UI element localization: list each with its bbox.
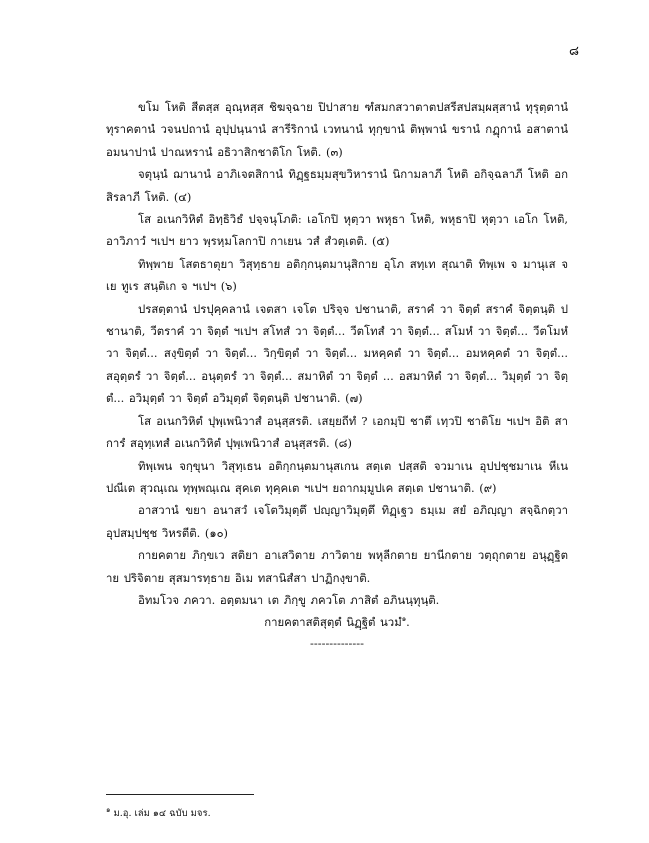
paragraph-4: ทิพฺพาย โสตธาตุยา วิสุทฺธาย อติกฺกนฺตมานุสิกาย อุโภ สทฺเท สุณาติ ทิพฺเพ จ มานุเส จ เย ทูเร สนฺติเก จ ฯเปฯ (๖) xyxy=(106,256,568,294)
paragraph-1: ขโม โหติ สีตสฺส อุณฺหสฺส ชิฆจฺฉาย ปิปาสาย ฑํสมกสวาตาตปสรีสปสมฺผสฺสานํ ทุรุตฺตานํ ทุราคตานํ วจนปถานํ อุปฺปนฺนานํ สารีริกานํ เวทนานํ ทุกฺขานํ ติพฺพานํ ขรานํ กฏุกานํ อสาตานํ อมนาปานํ ปาณหรานํ อธิวาสิกชาติโก โหติ. (๓) xyxy=(106,100,568,159)
closing-title: กายคตาสติสุตฺตํ นิฏฺฐิตํ นวมํ$^๑$. xyxy=(264,615,410,630)
closing-title-text: กายคตาสติสุตฺตํ นิฏฺฐิตํ นวมํ xyxy=(264,615,402,630)
closing-footnote-mark: ๑ xyxy=(401,615,407,624)
paragraph-3: โส อเนกวิหิตํ อิทฺธิวิธํ ปจฺจนุโภติ: เอโกปิ หุตฺวา พหุธา โหติ, พหุธาปิ หุตฺวา เอโก โหติ, อาวิภาวํ ฯเปฯ ยาว พฺรหฺมโลกาปิ กาเยน วสํ สํวตฺเตติ. (๕) xyxy=(106,212,568,249)
paragraph-8: อาสวานํ ขยา อนาสวํ เจโตวิมุตฺตึ ปญฺญาวิมุตฺตึ ทิฏฺเฐว ธมฺเม สยํ อภิญฺญา สจฺฉิกตฺวา อุปสมฺปชฺช วิหรตีติ. (๑๐) xyxy=(106,503,568,540)
paragraph-6: โส อเนกวิหิตํ ปุพฺเพนิวาสํ อนุสฺสรติ. เสยฺยถีทํ ? เอกมฺปิ ชาตึ เทฺวปิ ชาติโย ฯเปฯ อิติ สาการํ สอุทฺเทสํ อเนกวิหิตํ ปุพฺเพนิวาสํ อนุสฺสรติ. (๘) xyxy=(106,413,568,451)
paragraph-2: จตุนฺนํ ฌานานํ อาภิเจตสิกานํ ทิฏฺฐธมฺมสุขวิหารานํ นิกามลาภี โหติ อกิจฺฉลาภี โหติ อกสิรลาภี โหติ. (๔) xyxy=(106,167,568,204)
paragraph-10: อิทมโวจ ภควา. อตฺตมนา เต ภิกฺขู ภควโต ภาสิตํ อภินนฺทุนฺติ. xyxy=(138,592,440,607)
body-text xyxy=(106,96,568,652)
closing-divider: -------------- xyxy=(310,635,364,650)
paragraph-7: ทิพฺเพน จกฺขุนา วิสุทฺเธน อติกฺกนฺตมานุสเกน สตฺเต ปสฺสติ จวมาเน อุปปชฺชมาเน หีเน ปณีเต สุวณฺเณ ทุพฺพณฺเณ สุคเต ทุคฺคเต ฯเปฯ ยถากมฺมูปเค สตฺเต ปชานาติ. (๙) xyxy=(106,458,568,495)
paragraph-5: ปรสตฺตานํ ปรปุคฺคลานํ เจตสา เจโต ปริจฺจ ปชานาติ, สราคํ วา จิตฺตํ สราคํ จิตฺตนฺติ ปชานาติ, วีตราคํ วา จิตฺตํ ฯเปฯ สโทสํ วา จิตฺตํ... วีตโทสํ วา จิตฺตํ... สโมหํ วา จิตฺตํ... วีตโมหํ วา จิตฺตํ... สงฺขิตฺตํ วา จิตฺตํ... วิกฺขิตฺตํ วา จิตฺตํ... มหคฺคตํ วา จิตฺตํ... อมหคฺคตํ วา จิตฺตํ... สอุตฺตรํ วา จิตฺตํ... อนุตฺตรํ วา จิตฺตํ... สมาหิตํ วา จิตฺตํ ... อสมาหิตํ วา จิตฺตํ... วิมุตฺตํ วา จิตฺตํ... อวิมุตฺตํ วา จิตฺตํ อวิมุตฺตํ จิตฺตนฺติ ปชานาติ. (๗) xyxy=(106,301,568,406)
paragraph-9: กายคตาย ภิกฺขเว สติยา อาเสวิตาย ภาวิตาย พหุลีกตาย ยานีกตาย วตฺถุกตาย อนุฏฺฐิตาย ปริจิตาย สุสมารทฺธาย อิเม ทสานิสํสา ปาฏิกงฺขาติ. xyxy=(106,548,568,585)
page-number: ๘ xyxy=(568,44,579,59)
footnote xyxy=(106,803,568,821)
footnote-rule xyxy=(106,794,254,795)
footnote-mark: ๑ xyxy=(106,806,111,814)
footnote-text: ม.อุ. เล่ม ๑๔ ฉบับ มจร. xyxy=(113,808,211,820)
